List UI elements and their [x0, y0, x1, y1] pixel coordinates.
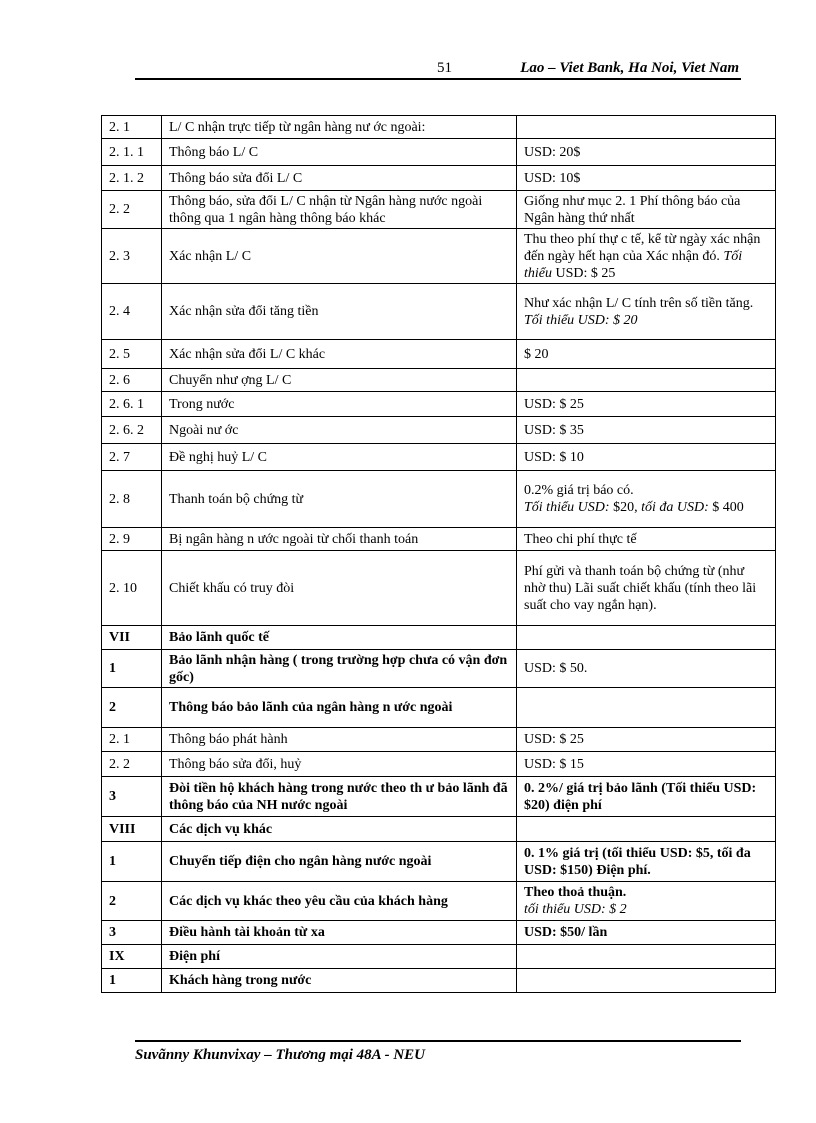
- service-name: Chuyển như ợng L/ C: [162, 369, 517, 392]
- row-number: 3: [102, 777, 162, 817]
- service-name: L/ C nhận trực tiếp từ ngân hàng nư ớc ngoài:: [162, 116, 517, 139]
- table-row: [102, 392, 776, 417]
- service-name: Xác nhận sửa đổi L/ C khác: [162, 340, 517, 369]
- page-footer: [135, 1040, 741, 1064]
- fee-value: USD: $ 15: [517, 752, 776, 777]
- row-number: 2. 8: [102, 471, 162, 528]
- service-name: Khách hàng trong nước: [162, 969, 517, 993]
- row-number: 2: [102, 882, 162, 921]
- row-number: 3: [102, 921, 162, 945]
- row-number: 2. 2: [102, 191, 162, 229]
- table-row: [102, 528, 776, 551]
- row-number: 2. 1: [102, 116, 162, 139]
- table-row: [102, 166, 776, 191]
- fee-value: USD: 20$: [517, 139, 776, 166]
- service-name: Thông báo L/ C: [162, 139, 517, 166]
- row-number: 2. 6. 2: [102, 417, 162, 444]
- row-number: 2. 3: [102, 229, 162, 284]
- fee-value: [517, 688, 776, 728]
- row-number: 2. 1. 1: [102, 139, 162, 166]
- fee-value: USD: $ 25: [517, 728, 776, 752]
- service-name: Đề nghị huỷ L/ C: [162, 444, 517, 471]
- fee-value: [517, 229, 776, 284]
- fee-value: USD: $50/ lần: [517, 921, 776, 945]
- table-row: [102, 842, 776, 882]
- footer-text: Suvãnny Khunvixay – Thương mại 48A - NEU: [135, 1047, 426, 1063]
- section-title: Điện phí: [162, 945, 517, 969]
- service-name: Điều hành tài khoản từ xa: [162, 921, 517, 945]
- fee-minimum: Tối thiểu USD: $ 20: [524, 312, 638, 328]
- table-row: [102, 229, 776, 284]
- fee-value: [517, 945, 776, 969]
- fee-value: Phí gửi và thanh toán bộ chứng từ (như nhờ thu) Lãi suất chiết khấu (tính theo lãi suất cho vay ngắn hạn).: [517, 551, 776, 626]
- table-row: [102, 417, 776, 444]
- table-row: [102, 882, 776, 921]
- fee-value: [517, 116, 776, 139]
- fee-value: Giống như mục 2. 1 Phí thông báo của Ngân hàng thứ nhất: [517, 191, 776, 229]
- table-row: [102, 969, 776, 993]
- row-number: 2. 6: [102, 369, 162, 392]
- row-number: 2. 7: [102, 444, 162, 471]
- table-row: [102, 921, 776, 945]
- fee-value: USD: $ 10: [517, 444, 776, 471]
- fee-value: [517, 817, 776, 842]
- fee-value: USD: $ 25: [517, 392, 776, 417]
- service-name: Đòi tiền hộ khách hàng trong nước theo th ư bảo lãnh đã thông báo của NH nước ngoài: [162, 777, 517, 817]
- row-number: 1: [102, 969, 162, 993]
- fee-text: Thu theo phí thự c tế, kể từ ngày xác nhận đến ngày hết hạn của Xác nhận đó.: [524, 231, 761, 264]
- service-name: Thông báo sửa đổi L/ C: [162, 166, 517, 191]
- fee-minimum-label: Tối thiểu USD:: [524, 500, 610, 515]
- service-name: Trong nước: [162, 392, 517, 417]
- footer-rule: [135, 1040, 741, 1042]
- fee-minimum-label: Tối thiểu: [524, 248, 743, 281]
- fee-value: [517, 369, 776, 392]
- fee-text: 0.2% giá trị báo có.: [524, 483, 634, 498]
- row-number: 2. 1: [102, 728, 162, 752]
- fee-value: 0. 1% giá trị (tối thiểu USD: $5, tối đa USD: $150) Điện phí.: [517, 842, 776, 882]
- table-row: [102, 191, 776, 229]
- row-number: 2: [102, 688, 162, 728]
- header-title: Lao – Viet Bank, Ha Noi, Viet Nam: [520, 60, 739, 76]
- table-row: [102, 688, 776, 728]
- row-number: 2. 6. 1: [102, 392, 162, 417]
- row-number: 1: [102, 650, 162, 688]
- section-number: IX: [102, 945, 162, 969]
- row-number: 2. 4: [102, 284, 162, 340]
- table-row: [102, 471, 776, 528]
- row-number: 2. 1. 2: [102, 166, 162, 191]
- page-number: 51: [437, 60, 452, 76]
- fee-value: [517, 284, 776, 340]
- fee-value: $ 20: [517, 340, 776, 369]
- fee-text: Theo thoả thuận.: [524, 885, 627, 900]
- fee-minimum-value: $20,: [613, 500, 638, 515]
- section-title: Bảo lãnh quốc tế: [162, 626, 517, 650]
- row-number: 2. 2: [102, 752, 162, 777]
- service-name: Các dịch vụ khác theo yêu cầu của khách hàng: [162, 882, 517, 921]
- service-name: Xác nhận sửa đổi tăng tiền: [162, 284, 517, 340]
- table-row: [102, 444, 776, 471]
- table-row: [102, 284, 776, 340]
- row-number: 2. 10: [102, 551, 162, 626]
- fee-value: [517, 969, 776, 993]
- fee-value: USD: 10$: [517, 166, 776, 191]
- service-name: Thông báo phát hành: [162, 728, 517, 752]
- fee-maximum-value: $ 400: [712, 500, 744, 515]
- section-number: VII: [102, 626, 162, 650]
- row-number: 2. 9: [102, 528, 162, 551]
- table-row: [102, 650, 776, 688]
- service-name: Thông báo sửa đổi, huỷ: [162, 752, 517, 777]
- fee-value: USD: $ 50.: [517, 650, 776, 688]
- fee-value: [517, 626, 776, 650]
- table-row: [102, 728, 776, 752]
- service-name: Ngoài nư ớc: [162, 417, 517, 444]
- fee-minimum-value: USD: $ 25: [555, 265, 616, 281]
- fee-table: [101, 115, 776, 993]
- service-name: Bảo lãnh nhận hàng ( trong trường hợp chưa có vận đơn gốc): [162, 650, 517, 688]
- page-header: [135, 58, 741, 80]
- fee-value: USD: $ 35: [517, 417, 776, 444]
- fee-minimum: tối thiểu USD: $ 2: [524, 902, 627, 917]
- table-row: [102, 777, 776, 817]
- service-name: Thông báo, sửa đổi L/ C nhận từ Ngân hàng nước ngoài thông qua 1 ngân hàng thông báo khác: [162, 191, 517, 229]
- row-number: 1: [102, 842, 162, 882]
- table-row: [102, 340, 776, 369]
- table-row: [102, 551, 776, 626]
- section-number: VIII: [102, 817, 162, 842]
- fee-text: Như xác nhận L/ C tính trên số tiền tăng.: [524, 295, 754, 311]
- section-row: [102, 945, 776, 969]
- section-row: [102, 817, 776, 842]
- service-name: Bị ngân hàng n ước ngoài từ chối thanh toán: [162, 528, 517, 551]
- fee-value: Theo chi phí thực tế: [517, 528, 776, 551]
- table-row: [102, 139, 776, 166]
- table-row: [102, 752, 776, 777]
- fee-maximum-label: tối đa USD:: [641, 500, 709, 515]
- table-row: [102, 369, 776, 392]
- service-name: Chiết khấu có truy đòi: [162, 551, 517, 626]
- header-rule: [135, 78, 741, 80]
- service-name: Thanh toán bộ chứng từ: [162, 471, 517, 528]
- service-name: Thông báo bảo lãnh của ngân hàng n ước ngoài: [162, 688, 517, 728]
- table-row: [102, 116, 776, 139]
- fee-value: [517, 471, 776, 528]
- section-row: [102, 626, 776, 650]
- fee-value: 0. 2%/ giá trị bảo lãnh (Tối thiểu USD: $20) điện phí: [517, 777, 776, 817]
- fee-value: [517, 882, 776, 921]
- service-name: Xác nhận L/ C: [162, 229, 517, 284]
- row-number: 2. 5: [102, 340, 162, 369]
- service-name: Chuyển tiếp điện cho ngân hàng nước ngoài: [162, 842, 517, 882]
- section-title: Các dịch vụ khác: [162, 817, 517, 842]
